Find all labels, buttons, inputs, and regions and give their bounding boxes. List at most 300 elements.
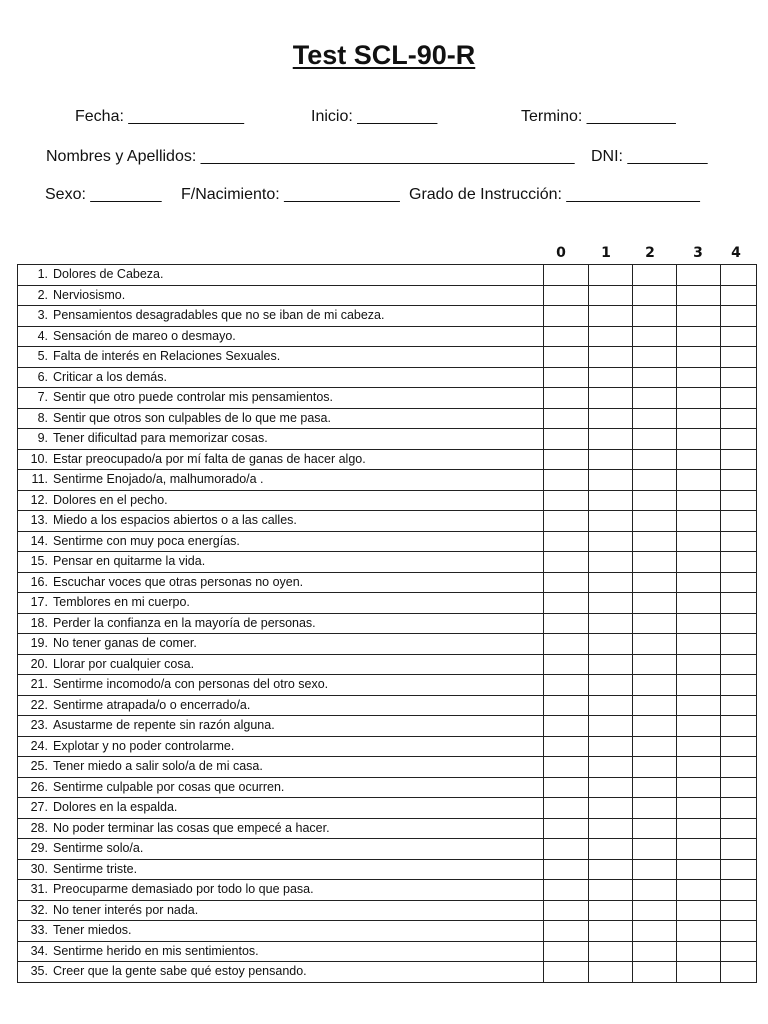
score-cell-3[interactable] <box>677 962 721 983</box>
item-text: No tener interés por nada. <box>53 902 199 917</box>
score-cell-0[interactable] <box>544 511 589 532</box>
score-cell-1[interactable] <box>589 511 633 532</box>
score-cell-4[interactable] <box>721 347 757 368</box>
score-cell-1[interactable] <box>589 900 633 921</box>
score-cell-4[interactable] <box>721 552 757 573</box>
score-cell-2[interactable] <box>633 675 677 696</box>
table-row <box>18 695 757 716</box>
item-text: Asustarme de repente sin razón alguna. <box>53 718 275 733</box>
score-cell-3[interactable] <box>677 572 721 593</box>
item-text: Dolores en la espalda. <box>53 800 178 815</box>
score-cell-1[interactable] <box>589 695 633 716</box>
item-text: Sentirme herido en mis sentimientos. <box>53 943 259 958</box>
score-cell-2[interactable] <box>633 757 677 778</box>
table-row <box>18 880 757 901</box>
score-cell-3[interactable] <box>677 634 721 655</box>
item-text: Nerviosismo. <box>53 287 126 302</box>
score-cell-0[interactable] <box>544 449 589 470</box>
score-cell-1[interactable] <box>589 490 633 511</box>
score-cell-4[interactable] <box>721 511 757 532</box>
table-row <box>18 921 757 942</box>
item-number: 24. <box>30 738 48 753</box>
score-cell-4[interactable] <box>721 572 757 593</box>
item-number: 6. <box>37 369 48 384</box>
item-cell <box>18 716 544 737</box>
table-row <box>18 449 757 470</box>
score-cell-3[interactable] <box>677 839 721 860</box>
score-cell-1[interactable] <box>589 859 633 880</box>
score-cell-1[interactable] <box>589 634 633 655</box>
item-cell <box>18 798 544 819</box>
score-cell-3[interactable] <box>677 941 721 962</box>
item-number: 10. <box>30 451 48 466</box>
item-text: Sentir que otro puede controlar mis pensamientos. <box>53 390 334 405</box>
score-cell-2[interactable] <box>633 552 677 573</box>
score-cell-0[interactable] <box>544 367 589 388</box>
score-cell-1[interactable] <box>589 675 633 696</box>
score-cell-1[interactable] <box>589 572 633 593</box>
table-row <box>18 429 757 450</box>
score-cell-0[interactable] <box>544 675 589 696</box>
score-cell-1[interactable] <box>589 408 633 429</box>
score-cell-2[interactable] <box>633 511 677 532</box>
sexo-field[interactable]: Sexo: ________ <box>45 186 162 203</box>
item-text: Criticar a los demás. <box>53 369 167 384</box>
item-number: 20. <box>30 656 48 671</box>
item-cell <box>18 675 544 696</box>
score-cell-3[interactable] <box>677 921 721 942</box>
score-cell-1[interactable] <box>589 613 633 634</box>
score-cell-0[interactable] <box>544 859 589 880</box>
score-cell-1[interactable] <box>589 306 633 327</box>
score-cell-4[interactable] <box>721 634 757 655</box>
item-cell <box>18 757 544 778</box>
score-cell-0[interactable] <box>544 490 589 511</box>
score-cell-4[interactable] <box>721 736 757 757</box>
score-cell-4[interactable] <box>721 695 757 716</box>
score-cell-0[interactable] <box>544 593 589 614</box>
score-cell-3[interactable] <box>677 408 721 429</box>
score-cell-0[interactable] <box>544 900 589 921</box>
score-cell-2[interactable] <box>633 736 677 757</box>
score-cell-0[interactable] <box>544 408 589 429</box>
item-cell <box>18 265 544 286</box>
score-cell-4[interactable] <box>721 962 757 983</box>
score-cell-0[interactable] <box>544 572 589 593</box>
score-cell-2[interactable] <box>633 285 677 306</box>
item-text: No tener ganas de comer. <box>53 636 197 651</box>
score-cell-4[interactable] <box>721 921 757 942</box>
score-cell-4[interactable] <box>721 818 757 839</box>
score-cell-3[interactable] <box>677 900 721 921</box>
score-cell-1[interactable] <box>589 654 633 675</box>
score-cell-3[interactable] <box>677 429 721 450</box>
score-cell-3[interactable] <box>677 470 721 491</box>
score-cell-1[interactable] <box>589 818 633 839</box>
score-cell-4[interactable] <box>721 675 757 696</box>
score-cell-0[interactable] <box>544 777 589 798</box>
score-cell-1[interactable] <box>589 367 633 388</box>
score-cell-0[interactable] <box>544 818 589 839</box>
grado-field[interactable]: Grado de Instrucción: _______________ <box>409 186 700 203</box>
item-number: 14. <box>30 533 48 548</box>
score-cell-0[interactable] <box>544 921 589 942</box>
score-cell-2[interactable] <box>633 367 677 388</box>
scale-header-4: 4 <box>731 245 741 261</box>
score-cell-4[interactable] <box>721 388 757 409</box>
score-cell-4[interactable] <box>721 306 757 327</box>
item-cell <box>18 777 544 798</box>
score-cell-2[interactable] <box>633 941 677 962</box>
scale-header-3: 3 <box>693 245 703 261</box>
score-cell-0[interactable] <box>544 757 589 778</box>
score-cell-0[interactable] <box>544 531 589 552</box>
score-cell-2[interactable] <box>633 449 677 470</box>
score-cell-1[interactable] <box>589 531 633 552</box>
score-cell-0[interactable] <box>544 736 589 757</box>
item-number: 30. <box>30 861 48 876</box>
table-row <box>18 511 757 532</box>
table-row <box>18 306 757 327</box>
score-cell-4[interactable] <box>721 470 757 491</box>
score-cell-4[interactable] <box>721 285 757 306</box>
item-text: Explotar y no poder controlarme. <box>53 738 235 753</box>
score-cell-3[interactable] <box>677 306 721 327</box>
score-cell-4[interactable] <box>721 613 757 634</box>
item-cell <box>18 285 544 306</box>
nombres-field[interactable]: Nombres y Apellidos: __________________________________________ <box>46 148 575 165</box>
item-cell <box>18 552 544 573</box>
inicio-field[interactable]: Inicio: _________ <box>311 108 438 125</box>
score-cell-1[interactable] <box>589 552 633 573</box>
item-number: 12. <box>30 492 48 507</box>
page-title: Test SCL-90-R <box>292 40 476 70</box>
score-cell-1[interactable] <box>589 449 633 470</box>
score-cell-2[interactable] <box>633 695 677 716</box>
item-text: Pensar en quitarme la vida. <box>53 554 206 569</box>
item-text: Tener miedo a salir solo/a de mi casa. <box>53 759 263 774</box>
item-cell <box>18 900 544 921</box>
score-cell-3[interactable] <box>677 265 721 286</box>
item-number: 1. <box>37 267 48 282</box>
score-cell-2[interactable] <box>633 572 677 593</box>
score-cell-3[interactable] <box>677 716 721 737</box>
item-number: 2. <box>37 287 48 302</box>
item-text: No poder terminar las cosas que empecé a hacer. <box>53 820 330 835</box>
item-number: 27. <box>30 800 48 815</box>
table-row <box>18 798 757 819</box>
score-cell-3[interactable] <box>677 285 721 306</box>
item-number: 26. <box>30 779 48 794</box>
score-cell-4[interactable] <box>721 716 757 737</box>
item-number: 25. <box>30 759 48 774</box>
item-cell <box>18 470 544 491</box>
score-cell-1[interactable] <box>589 757 633 778</box>
item-number: 9. <box>37 431 48 446</box>
score-cell-0[interactable] <box>544 347 589 368</box>
table-row <box>18 470 757 491</box>
score-cell-1[interactable] <box>589 839 633 860</box>
item-text: Sentirme triste. <box>53 861 138 876</box>
score-cell-2[interactable] <box>633 900 677 921</box>
score-cell-4[interactable] <box>721 839 757 860</box>
score-cell-4[interactable] <box>721 449 757 470</box>
item-number: 19. <box>30 636 48 651</box>
score-cell-3[interactable] <box>677 880 721 901</box>
score-cell-0[interactable] <box>544 552 589 573</box>
score-cell-4[interactable] <box>721 757 757 778</box>
score-cell-2[interactable] <box>633 798 677 819</box>
score-cell-3[interactable] <box>677 367 721 388</box>
item-text: Falta de interés en Relaciones Sexuales. <box>53 349 281 364</box>
item-text: Sentirme con muy poca energías. <box>53 533 240 548</box>
item-number: 22. <box>30 697 48 712</box>
score-cell-0[interactable] <box>544 695 589 716</box>
item-cell <box>18 449 544 470</box>
item-text: Dolores en el pecho. <box>53 492 168 507</box>
item-cell <box>18 511 544 532</box>
score-cell-4[interactable] <box>721 265 757 286</box>
score-cell-2[interactable] <box>633 613 677 634</box>
score-cell-3[interactable] <box>677 654 721 675</box>
score-cell-1[interactable] <box>589 470 633 491</box>
score-cell-0[interactable] <box>544 798 589 819</box>
score-cell-3[interactable] <box>677 490 721 511</box>
score-cell-4[interactable] <box>721 859 757 880</box>
score-cell-4[interactable] <box>721 326 757 347</box>
score-cell-0[interactable] <box>544 634 589 655</box>
score-cell-0[interactable] <box>544 285 589 306</box>
item-text: Sentirme Enojado/a, malhumorado/a . <box>53 472 264 487</box>
table-row <box>18 408 757 429</box>
fecha-field[interactable]: Fecha: _____________ <box>75 108 245 125</box>
score-cell-2[interactable] <box>633 408 677 429</box>
item-text: Escuchar voces que otras personas no oyen. <box>53 574 304 589</box>
score-cell-4[interactable] <box>721 490 757 511</box>
score-cell-2[interactable] <box>633 429 677 450</box>
item-number: 32. <box>30 902 48 917</box>
score-cell-1[interactable] <box>589 347 633 368</box>
score-cell-3[interactable] <box>677 531 721 552</box>
score-cell-1[interactable] <box>589 429 633 450</box>
table-row <box>18 634 757 655</box>
item-number: 8. <box>37 410 48 425</box>
item-text: Tener dificultad para memorizar cosas. <box>53 431 268 446</box>
score-cell-0[interactable] <box>544 654 589 675</box>
score-cell-1[interactable] <box>589 736 633 757</box>
item-number: 34. <box>30 943 48 958</box>
score-cell-0[interactable] <box>544 470 589 491</box>
item-cell <box>18 531 544 552</box>
dni-field[interactable]: DNI: _________ <box>591 148 708 165</box>
table-row <box>18 531 757 552</box>
score-cell-2[interactable] <box>633 654 677 675</box>
score-cell-4[interactable] <box>721 408 757 429</box>
item-cell <box>18 490 544 511</box>
item-text: Creer que la gente sabe qué estoy pensando. <box>53 964 307 979</box>
score-cell-3[interactable] <box>677 757 721 778</box>
score-cell-3[interactable] <box>677 818 721 839</box>
score-cell-1[interactable] <box>589 777 633 798</box>
score-cell-2[interactable] <box>633 470 677 491</box>
table-row <box>18 654 757 675</box>
score-cell-3[interactable] <box>677 388 721 409</box>
table-row <box>18 736 757 757</box>
score-cell-4[interactable] <box>721 429 757 450</box>
score-cell-2[interactable] <box>633 531 677 552</box>
item-text: Estar preocupado/a por mí falta de ganas de hacer algo. <box>53 451 366 466</box>
item-cell <box>18 654 544 675</box>
score-cell-1[interactable] <box>589 716 633 737</box>
item-cell <box>18 839 544 860</box>
item-number: 15. <box>30 554 48 569</box>
scale-header-1: 1 <box>601 245 611 261</box>
item-number: 18. <box>30 615 48 630</box>
score-cell-2[interactable] <box>633 326 677 347</box>
score-cell-3[interactable] <box>677 552 721 573</box>
item-cell <box>18 408 544 429</box>
item-cell <box>18 695 544 716</box>
score-cell-4[interactable] <box>721 941 757 962</box>
score-cell-1[interactable] <box>589 880 633 901</box>
score-cell-0[interactable] <box>544 716 589 737</box>
item-number: 31. <box>30 882 48 897</box>
table-row <box>18 593 757 614</box>
score-cell-1[interactable] <box>589 265 633 286</box>
score-cell-2[interactable] <box>633 347 677 368</box>
item-text: Dolores de Cabeza. <box>53 267 164 282</box>
table-row <box>18 265 757 286</box>
item-text: Sentirme incomodo/a con personas del otro sexo. <box>53 677 329 692</box>
score-cell-4[interactable] <box>721 531 757 552</box>
item-number: 33. <box>30 923 48 938</box>
score-cell-2[interactable] <box>633 859 677 880</box>
score-cell-3[interactable] <box>677 777 721 798</box>
score-cell-1[interactable] <box>589 593 633 614</box>
score-cell-1[interactable] <box>589 941 633 962</box>
score-cell-0[interactable] <box>544 326 589 347</box>
nacimiento-field[interactable]: F/Nacimiento: _____________ <box>181 186 400 203</box>
score-cell-3[interactable] <box>677 511 721 532</box>
score-cell-0[interactable] <box>544 880 589 901</box>
score-cell-1[interactable] <box>589 388 633 409</box>
score-cell-2[interactable] <box>633 634 677 655</box>
score-cell-2[interactable] <box>633 839 677 860</box>
item-cell <box>18 326 544 347</box>
item-text: Llorar por cualquier cosa. <box>53 656 195 671</box>
table-row <box>18 490 757 511</box>
score-cell-0[interactable] <box>544 962 589 983</box>
score-cell-1[interactable] <box>589 962 633 983</box>
table-row <box>18 347 757 368</box>
table-row <box>18 613 757 634</box>
item-cell <box>18 962 544 983</box>
score-cell-2[interactable] <box>633 921 677 942</box>
score-cell-3[interactable] <box>677 675 721 696</box>
score-cell-2[interactable] <box>633 265 677 286</box>
scale-header-0: 0 <box>556 245 566 261</box>
score-cell-4[interactable] <box>721 880 757 901</box>
item-number: 7. <box>37 390 48 405</box>
item-text: Perder la confianza en la mayoría de personas. <box>53 615 316 630</box>
score-cell-4[interactable] <box>721 900 757 921</box>
score-cell-3[interactable] <box>677 736 721 757</box>
score-cell-2[interactable] <box>633 716 677 737</box>
score-cell-2[interactable] <box>633 962 677 983</box>
score-cell-0[interactable] <box>544 388 589 409</box>
score-cell-3[interactable] <box>677 859 721 880</box>
score-cell-2[interactable] <box>633 818 677 839</box>
score-cell-2[interactable] <box>633 880 677 901</box>
item-text: Tener miedos. <box>53 923 132 938</box>
score-cell-3[interactable] <box>677 798 721 819</box>
item-number: 11. <box>31 472 48 487</box>
score-cell-0[interactable] <box>544 613 589 634</box>
score-cell-1[interactable] <box>589 285 633 306</box>
score-cell-4[interactable] <box>721 593 757 614</box>
table-row <box>18 757 757 778</box>
item-cell <box>18 880 544 901</box>
item-text: Sentirme solo/a. <box>53 841 144 856</box>
score-cell-1[interactable] <box>589 921 633 942</box>
table-row <box>18 552 757 573</box>
table-row <box>18 675 757 696</box>
table-row <box>18 285 757 306</box>
score-cell-0[interactable] <box>544 839 589 860</box>
item-cell <box>18 859 544 880</box>
item-cell <box>18 941 544 962</box>
score-cell-4[interactable] <box>721 798 757 819</box>
table-row <box>18 716 757 737</box>
score-cell-0[interactable] <box>544 429 589 450</box>
score-cell-0[interactable] <box>544 941 589 962</box>
item-cell <box>18 593 544 614</box>
score-cell-0[interactable] <box>544 265 589 286</box>
score-cell-0[interactable] <box>544 306 589 327</box>
score-cell-3[interactable] <box>677 326 721 347</box>
item-number: 5. <box>37 349 48 364</box>
item-cell <box>18 572 544 593</box>
item-number: 29. <box>30 841 48 856</box>
score-cell-1[interactable] <box>589 798 633 819</box>
item-number: 4. <box>37 328 48 343</box>
score-cell-3[interactable] <box>677 613 721 634</box>
score-cell-2[interactable] <box>633 306 677 327</box>
table-row <box>18 962 757 983</box>
item-number: 23. <box>30 718 48 733</box>
score-cell-4[interactable] <box>721 367 757 388</box>
item-cell <box>18 429 544 450</box>
termino-field[interactable]: Termino: __________ <box>521 108 676 125</box>
item-text: Sensación de mareo o desmayo. <box>53 328 236 343</box>
score-cell-2[interactable] <box>633 388 677 409</box>
score-cell-3[interactable] <box>677 449 721 470</box>
score-cell-3[interactable] <box>677 347 721 368</box>
score-cell-1[interactable] <box>589 326 633 347</box>
item-number: 13. <box>30 513 48 528</box>
score-cell-4[interactable] <box>721 777 757 798</box>
score-cell-4[interactable] <box>721 654 757 675</box>
table-row <box>18 572 757 593</box>
score-cell-3[interactable] <box>677 695 721 716</box>
item-cell <box>18 367 544 388</box>
score-cell-3[interactable] <box>677 593 721 614</box>
score-cell-2[interactable] <box>633 777 677 798</box>
item-text: Pensamientos desagradables que no se iban de mi cabeza. <box>53 308 385 323</box>
score-cell-2[interactable] <box>633 490 677 511</box>
item-number: 17. <box>30 595 48 610</box>
score-cell-2[interactable] <box>633 593 677 614</box>
